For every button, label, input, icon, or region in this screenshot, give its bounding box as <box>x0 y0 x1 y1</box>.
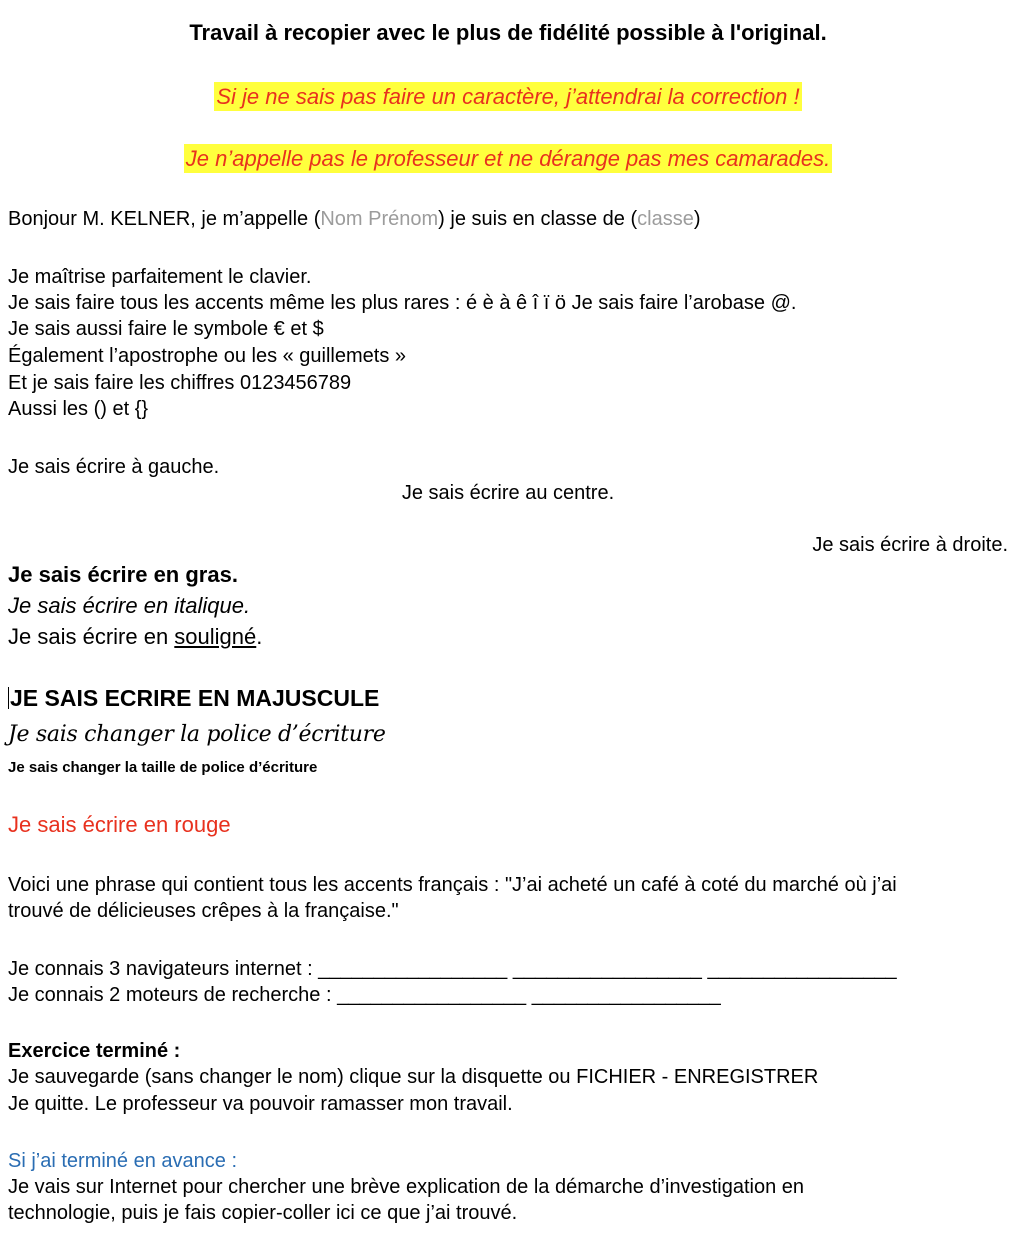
right-aligned-text: Je sais écrire à droite. <box>812 534 1008 556</box>
skill-line: Je sais faire tous les accents même les plus rares : é è à ê î ï ö Je sais faire l’arobase @. <box>8 292 797 314</box>
skill-line: Et je sais faire les chiffres 0123456789 <box>8 372 352 394</box>
intro-text-3: ) <box>693 208 701 230</box>
italic-text: Je sais écrire en italique. <box>8 593 251 618</box>
finish-line-2: Je quitte. Le professeur va pouvoir ramasser mon travail. <box>8 1093 513 1115</box>
skill-line: Je maîtrise parfaitement le clavier. <box>8 266 312 288</box>
intro-line <box>8 206 1008 232</box>
browsers-question[interactable]: Je connais 3 navigateurs internet : _________________ _________________ _________________ <box>8 958 897 980</box>
skill-line: Également l’apostrophe ou les « guillemets » <box>8 345 407 367</box>
class-placeholder[interactable]: classe <box>637 208 694 230</box>
underline-prefix: Je sais écrire en <box>8 624 175 649</box>
skill-line: Je sais aussi faire le symbole € et $ <box>8 318 324 340</box>
finish-heading: Exercice terminé : <box>8 1040 181 1062</box>
extra-heading: Si j’ai terminé en avance : <box>8 1150 238 1172</box>
highlighted-warning-2: Je n’appelle pas le professeur et ne dérange pas mes camarades. <box>185 146 831 171</box>
extra-line-2: technologie, puis je fais copier-coller ici ce que j’ai trouvé. <box>8 1202 518 1224</box>
bold-text: Je sais écrire en gras. <box>8 562 238 587</box>
text-cursor <box>8 687 9 709</box>
caps-text: JE SAIS ECRIRE EN MAJUSCULE <box>10 685 380 711</box>
underline-line <box>8 622 1008 652</box>
intro-text-1: Bonjour M. KELNER, je m’appelle ( <box>8 208 321 230</box>
red-text: Je sais écrire en rouge <box>8 812 231 837</box>
left-aligned-text: Je sais écrire à gauche. <box>8 456 220 478</box>
accents-sentence-line-1: Voici une phrase qui contient tous les accents français : "J’ai acheté un café à coté du marché où j’ai <box>8 874 897 896</box>
highlighted-warning-1: Si je ne sais pas faire un caractère, j’attendrai la correction ! <box>216 84 800 109</box>
warning-line-2 <box>8 146 1008 173</box>
extra-line-1: Je vais sur Internet pour chercher une brève explication de la démarche d’investigation en <box>8 1176 805 1198</box>
underline-suffix: . <box>256 624 263 649</box>
skill-line: Aussi les () et {} <box>8 398 149 420</box>
name-placeholder[interactable]: Nom Prénom <box>320 208 439 230</box>
intro-text-2: ) je suis en classe de ( <box>438 208 638 230</box>
changed-font-text: Je sais changer la police d’écriture <box>8 722 386 747</box>
accents-sentence-line-2: trouvé de délicieuses crêpes à la française." <box>8 900 399 922</box>
small-size-text: Je sais changer la taille de police d’écriture <box>8 759 318 776</box>
center-aligned-text: Je sais écrire au centre. <box>401 482 615 504</box>
underlined-word: souligné <box>174 624 257 649</box>
finish-line-1: Je sauvegarde (sans changer le nom) clique sur la disquette ou FICHIER - ENREGISTRER <box>8 1066 819 1088</box>
caps-line[interactable] <box>8 685 1008 711</box>
warning-line-1 <box>8 84 1008 111</box>
search-engines-question[interactable]: Je connais 2 moteurs de recherche : _________________ _________________ <box>8 984 721 1006</box>
document-title: Travail à recopier avec le plus de fidélité possible à l'original. <box>189 20 827 45</box>
